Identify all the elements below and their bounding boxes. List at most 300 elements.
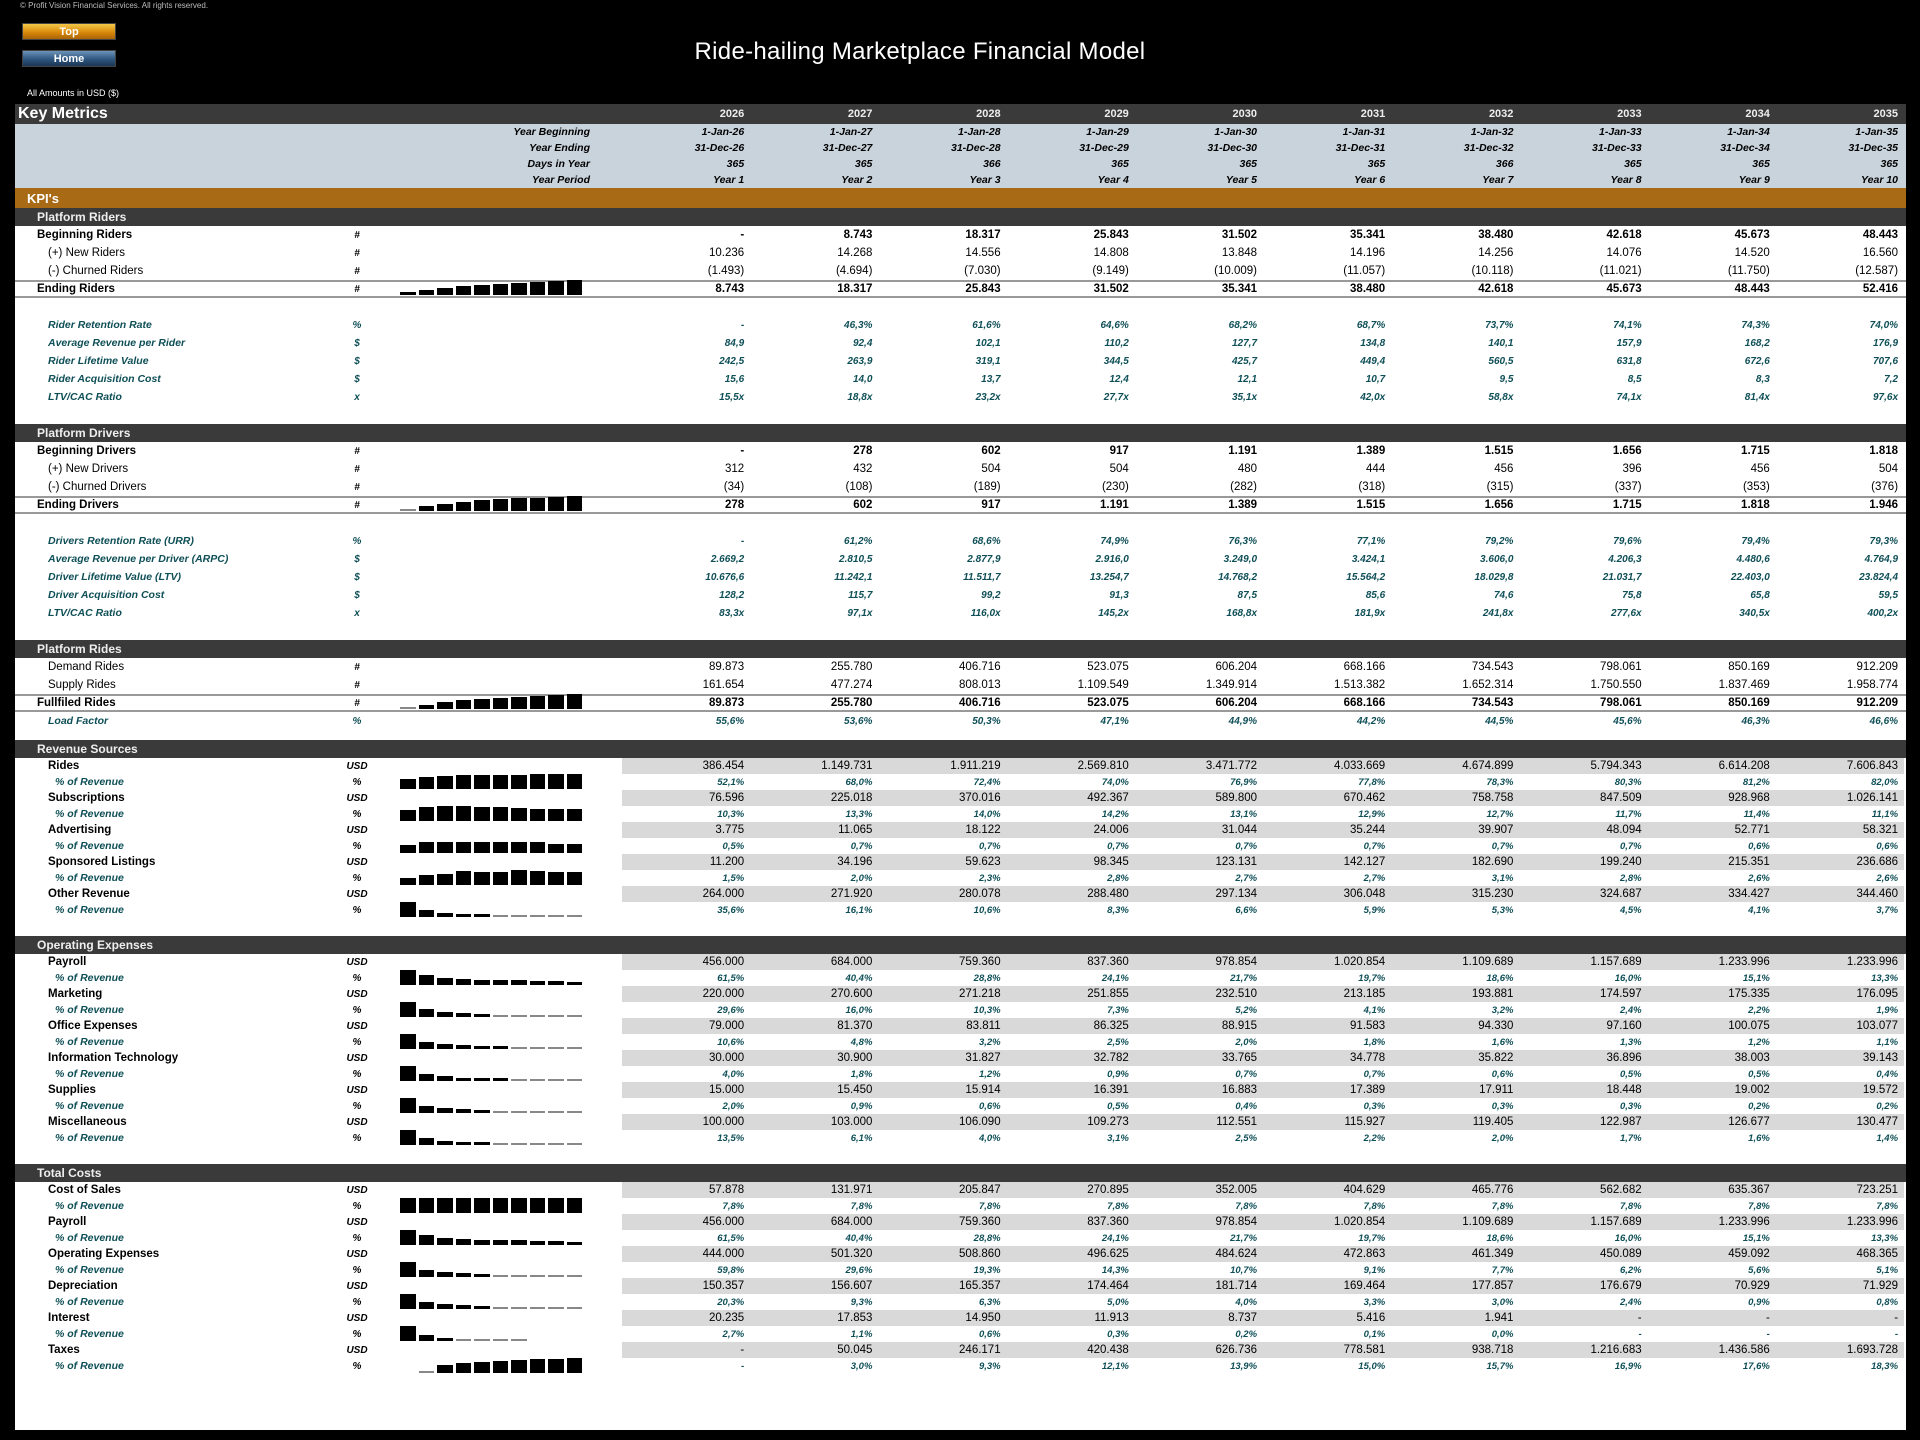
cell[interactable]: 115,7: [848, 589, 873, 601]
cell[interactable]: 808.013: [959, 679, 1001, 691]
cell[interactable]: 2,8%: [1107, 872, 1129, 884]
cell[interactable]: 82,0%: [1871, 776, 1899, 788]
cell[interactable]: 16,0%: [845, 1004, 873, 1016]
cell[interactable]: 263,9: [847, 355, 873, 367]
cell[interactable]: 5.794.343: [1590, 760, 1642, 772]
cell[interactable]: 12,1%: [1101, 1360, 1129, 1372]
cell[interactable]: 271.218: [959, 988, 1001, 1000]
cell[interactable]: 9,3%: [978, 1360, 1001, 1372]
cell[interactable]: 6,1%: [850, 1132, 873, 1144]
cell[interactable]: 2,2%: [1748, 1004, 1770, 1016]
cell[interactable]: 97.160: [1606, 1020, 1642, 1032]
cell[interactable]: Year 10: [1861, 174, 1899, 186]
cell[interactable]: 684.000: [830, 1216, 873, 1228]
cell[interactable]: 340,5x: [1739, 607, 1770, 619]
cell[interactable]: 315.230: [1471, 888, 1514, 900]
cell[interactable]: 13,1%: [1230, 808, 1258, 820]
cell[interactable]: 0,6%: [1491, 1068, 1514, 1080]
cell[interactable]: 213.185: [1343, 988, 1386, 1000]
cell[interactable]: 13,3%: [845, 808, 873, 820]
cell[interactable]: 81,2%: [1742, 776, 1770, 788]
cell[interactable]: 9,1%: [1363, 1264, 1386, 1276]
cell[interactable]: 912.209: [1856, 661, 1899, 673]
cell[interactable]: -: [740, 535, 745, 547]
cell[interactable]: 1.958.774: [1846, 679, 1899, 691]
cell[interactable]: 13,9%: [1230, 1360, 1258, 1372]
cell[interactable]: 11.511,7: [963, 571, 1001, 583]
cell[interactable]: 1.515: [1484, 445, 1514, 457]
cell[interactable]: 199.240: [1600, 856, 1642, 868]
cell[interactable]: 24.006: [1093, 824, 1129, 836]
cell[interactable]: 31-Dec-35: [1848, 142, 1899, 154]
cell[interactable]: 0,7%: [1107, 840, 1129, 852]
cell[interactable]: 2,7%: [722, 1328, 745, 1340]
cell[interactable]: 156.607: [830, 1280, 873, 1292]
cell[interactable]: 255.780: [830, 661, 873, 673]
cell[interactable]: 232.510: [1215, 988, 1258, 1000]
cell[interactable]: 444: [1366, 463, 1386, 475]
cell[interactable]: 0,7%: [1619, 840, 1642, 852]
cell[interactable]: 3,1%: [1107, 1132, 1129, 1144]
cell[interactable]: 18.317: [965, 229, 1001, 241]
cell[interactable]: 3,0%: [850, 1360, 873, 1372]
cell[interactable]: (7.030): [964, 265, 1001, 277]
cell[interactable]: (11.750): [1727, 265, 1770, 277]
cell[interactable]: 2030: [1232, 108, 1258, 120]
cell[interactable]: 23.824,4: [1859, 571, 1899, 583]
cell[interactable]: 4,5%: [1619, 904, 1642, 916]
cell[interactable]: Year 1: [713, 174, 745, 186]
cell[interactable]: 14,0%: [973, 808, 1001, 820]
cell[interactable]: 140,1: [1488, 337, 1514, 349]
cell[interactable]: 68,6%: [972, 535, 1001, 547]
cell[interactable]: -: [1765, 1312, 1770, 1324]
cell[interactable]: 1.652.314: [1462, 679, 1514, 691]
cell[interactable]: 1-Jan-27: [829, 126, 873, 138]
cell[interactable]: 23,2x: [975, 391, 1001, 403]
cell[interactable]: 1.946: [1869, 499, 1899, 511]
cell[interactable]: 6.614.208: [1718, 760, 1770, 772]
cell[interactable]: 17.389: [1350, 1084, 1386, 1096]
cell[interactable]: 15,6: [724, 373, 745, 385]
cell[interactable]: -: [1894, 1312, 1899, 1324]
cell[interactable]: 175.335: [1728, 988, 1770, 1000]
cell[interactable]: 3,2%: [978, 1036, 1001, 1048]
cell[interactable]: 48.443: [1862, 229, 1899, 241]
cell[interactable]: 15.564,2: [1346, 571, 1386, 583]
cell[interactable]: 1.656: [1484, 499, 1514, 511]
cell[interactable]: 0,7%: [1235, 1068, 1258, 1080]
cell[interactable]: 52,1%: [717, 776, 745, 788]
cell[interactable]: 17.911: [1479, 1084, 1514, 1096]
cell[interactable]: 1.233.996: [1846, 956, 1899, 968]
cell[interactable]: 14.196: [1350, 247, 1386, 259]
cell[interactable]: 1-Jan-26: [701, 126, 745, 138]
cell[interactable]: 12,7%: [1486, 808, 1514, 820]
cell[interactable]: 456.000: [702, 1216, 745, 1228]
cell[interactable]: (9.149): [1092, 265, 1129, 277]
cell[interactable]: 0,7%: [1363, 840, 1386, 852]
cell[interactable]: 52.416: [1862, 283, 1899, 295]
cell[interactable]: 89.873: [709, 661, 745, 673]
cell[interactable]: 102,1: [975, 337, 1001, 349]
cell[interactable]: 468.365: [1856, 1248, 1899, 1260]
cell[interactable]: 74,9%: [1100, 535, 1129, 547]
cell[interactable]: 0,6%: [1748, 840, 1770, 852]
cell[interactable]: 134,8: [1360, 337, 1386, 349]
cell[interactable]: 0,4%: [1876, 1068, 1899, 1080]
cell[interactable]: 16,1%: [845, 904, 873, 916]
cell[interactable]: Year 8: [1610, 174, 1642, 186]
cell[interactable]: 837.360: [1087, 1216, 1129, 1228]
cell[interactable]: 461.349: [1471, 1248, 1514, 1260]
cell[interactable]: 7,2: [1884, 373, 1899, 385]
cell[interactable]: 44,9%: [1228, 715, 1258, 727]
cell[interactable]: 79,6%: [1613, 535, 1642, 547]
cell[interactable]: 10,7: [1365, 373, 1386, 385]
cell[interactable]: Year 4: [1097, 174, 1129, 186]
cell[interactable]: 5,0%: [1107, 1296, 1129, 1308]
cell[interactable]: 1.818: [1869, 445, 1899, 457]
cell[interactable]: 35.341: [1221, 283, 1258, 295]
cell[interactable]: 48.094: [1606, 824, 1642, 836]
cell[interactable]: 4.206,3: [1608, 553, 1642, 565]
cell[interactable]: 24,1%: [1101, 972, 1129, 984]
cell[interactable]: 10.236: [709, 247, 745, 259]
cell[interactable]: (282): [1230, 481, 1258, 493]
cell[interactable]: 100.000: [702, 1116, 745, 1128]
cell[interactable]: 365: [1367, 158, 1386, 170]
cell[interactable]: 2,7%: [1363, 872, 1386, 884]
cell[interactable]: 850.169: [1728, 661, 1770, 673]
cell[interactable]: 432: [853, 463, 873, 475]
cell[interactable]: 58,8x: [1488, 391, 1514, 403]
cell[interactable]: 68,7%: [1356, 319, 1386, 331]
cell[interactable]: 344,5: [1103, 355, 1129, 367]
cell[interactable]: 74,0%: [1101, 776, 1129, 788]
cell[interactable]: 30.000: [709, 1052, 745, 1064]
cell[interactable]: 61,5%: [717, 1232, 745, 1244]
cell[interactable]: 85,6: [1365, 589, 1386, 601]
cell[interactable]: 8,3%: [1107, 904, 1129, 916]
cell[interactable]: 150.357: [702, 1280, 745, 1292]
cell[interactable]: 0,9%: [1107, 1068, 1129, 1080]
cell[interactable]: 2032: [1488, 108, 1514, 120]
cell[interactable]: 1.149.731: [821, 760, 873, 772]
cell[interactable]: 61,2%: [844, 535, 873, 547]
cell[interactable]: 103.077: [1856, 1020, 1899, 1032]
cell[interactable]: 2,6%: [1876, 872, 1899, 884]
cell[interactable]: 4.480,6: [1736, 553, 1770, 565]
cell[interactable]: 1,8%: [1363, 1036, 1386, 1048]
cell[interactable]: 91,3: [1109, 589, 1129, 601]
cell[interactable]: 176.095: [1856, 988, 1899, 1000]
cell[interactable]: 92,4: [852, 337, 873, 349]
cell[interactable]: 83,3x: [719, 607, 745, 619]
cell[interactable]: 45.673: [1734, 229, 1770, 241]
cell[interactable]: 35.341: [1350, 229, 1386, 241]
cell[interactable]: 0,7%: [850, 840, 873, 852]
cell[interactable]: 7,8%: [1235, 1200, 1258, 1212]
cell[interactable]: 344.460: [1856, 888, 1899, 900]
cell[interactable]: 10,3%: [717, 808, 745, 820]
cell[interactable]: 734.543: [1471, 661, 1514, 673]
cell[interactable]: 79,2%: [1485, 535, 1514, 547]
cell[interactable]: (10.118): [1471, 265, 1514, 277]
cell[interactable]: Year 3: [969, 174, 1001, 186]
cell[interactable]: 472.863: [1343, 1248, 1386, 1260]
cell[interactable]: 8.737: [1228, 1312, 1258, 1324]
cell[interactable]: 8.743: [715, 283, 745, 295]
cell[interactable]: 59,5: [1878, 589, 1899, 601]
cell[interactable]: 116,0x: [970, 607, 1001, 619]
cell[interactable]: 7,8%: [850, 1200, 873, 1212]
cell[interactable]: 7,7%: [1491, 1264, 1514, 1276]
cell[interactable]: 65,8: [1750, 589, 1770, 601]
cell[interactable]: 1,6%: [1491, 1036, 1514, 1048]
cell[interactable]: 80,3%: [1614, 776, 1642, 788]
cell[interactable]: 30.900: [837, 1052, 873, 1064]
cell[interactable]: 17,6%: [1742, 1360, 1770, 1372]
cell[interactable]: 449,4: [1360, 355, 1386, 367]
cell[interactable]: 16.883: [1221, 1084, 1258, 1096]
cell[interactable]: 523.075: [1087, 661, 1129, 673]
cell[interactable]: 404.629: [1343, 1184, 1386, 1196]
cell[interactable]: 15.450: [837, 1084, 873, 1096]
cell[interactable]: 131.971: [830, 1184, 873, 1196]
cell[interactable]: 35,6%: [717, 904, 745, 916]
cell[interactable]: 11,1%: [1871, 808, 1899, 820]
cell[interactable]: 912.209: [1856, 697, 1899, 709]
cell[interactable]: 4,1%: [1748, 904, 1770, 916]
cell[interactable]: 1.515: [1356, 499, 1386, 511]
cell[interactable]: 2.877,9: [967, 553, 1001, 565]
cell[interactable]: 14,2%: [1101, 808, 1129, 820]
cell[interactable]: 31.502: [1093, 283, 1129, 295]
cell[interactable]: (11.021): [1599, 265, 1642, 277]
cell[interactable]: -: [740, 1344, 745, 1356]
cell[interactable]: 7,3%: [1107, 1004, 1129, 1016]
cell[interactable]: 97,1x: [847, 607, 873, 619]
cell[interactable]: 496.625: [1087, 1248, 1129, 1260]
cell[interactable]: 978.854: [1215, 956, 1258, 968]
cell[interactable]: 477.274: [830, 679, 873, 691]
cell[interactable]: 3.424,1: [1351, 553, 1386, 565]
cell[interactable]: 406.716: [959, 697, 1001, 709]
cell[interactable]: 145,2x: [1098, 607, 1129, 619]
cell[interactable]: 45.673: [1606, 283, 1642, 295]
cell[interactable]: 169.464: [1343, 1280, 1386, 1292]
cell[interactable]: 40,4%: [845, 1232, 873, 1244]
cell[interactable]: 110,2: [1104, 337, 1129, 349]
cell[interactable]: 20.235: [709, 1312, 745, 1324]
cell[interactable]: Year 2: [841, 174, 873, 186]
cell[interactable]: 11.065: [838, 824, 873, 836]
cell[interactable]: 723.251: [1856, 1184, 1899, 1196]
cell[interactable]: 1.941: [1484, 1312, 1514, 1324]
cell[interactable]: 14.076: [1606, 247, 1642, 259]
cell[interactable]: 35,1x: [1231, 391, 1258, 403]
cell[interactable]: 778.581: [1343, 1344, 1386, 1356]
cell[interactable]: 2,2%: [1363, 1132, 1386, 1144]
cell[interactable]: 1,1%: [1876, 1036, 1899, 1048]
cell[interactable]: 2026: [719, 108, 745, 120]
cell[interactable]: 1-Jan-30: [1214, 126, 1258, 138]
cell[interactable]: -: [1766, 1328, 1770, 1340]
cell[interactable]: 161.654: [702, 679, 745, 691]
cell[interactable]: Year 5: [1225, 174, 1258, 186]
cell[interactable]: 2,6%: [1748, 872, 1770, 884]
cell[interactable]: 34.778: [1350, 1052, 1386, 1064]
cell[interactable]: 928.968: [1728, 792, 1770, 804]
cell[interactable]: 0,6%: [978, 1100, 1001, 1112]
cell[interactable]: 1-Jan-28: [958, 126, 1001, 138]
cell[interactable]: 456: [1750, 463, 1770, 475]
cell[interactable]: 3.249,0: [1223, 553, 1258, 565]
cell[interactable]: 15.000: [709, 1084, 745, 1096]
cell[interactable]: 181,9x: [1354, 607, 1386, 619]
cell[interactable]: 74,3%: [1741, 319, 1770, 331]
cell[interactable]: 938.718: [1471, 1344, 1514, 1356]
cell[interactable]: 79.000: [709, 1020, 745, 1032]
cell[interactable]: 668.166: [1343, 661, 1386, 673]
cell[interactable]: 0,0%: [1491, 1328, 1514, 1340]
cell[interactable]: 31-Dec-29: [1079, 142, 1129, 154]
cell[interactable]: 74,1%: [1613, 319, 1642, 331]
cell[interactable]: 1.436.586: [1718, 1344, 1770, 1356]
cell[interactable]: 109.273: [1087, 1116, 1129, 1128]
cell[interactable]: 0,6%: [1876, 840, 1899, 852]
cell[interactable]: 68,2%: [1228, 319, 1258, 331]
cell[interactable]: 1-Jan-35: [1855, 126, 1899, 138]
cell[interactable]: 31.502: [1221, 229, 1258, 241]
cell[interactable]: 16,0%: [1614, 1232, 1642, 1244]
cell[interactable]: 1.389: [1356, 445, 1386, 457]
cell[interactable]: 484.624: [1215, 1248, 1258, 1260]
cell[interactable]: 81.370: [837, 1020, 873, 1032]
cell[interactable]: 44,5%: [1485, 715, 1514, 727]
cell[interactable]: 589.800: [1215, 792, 1258, 804]
cell[interactable]: 635.367: [1728, 1184, 1770, 1196]
cell[interactable]: 15,1%: [1742, 1232, 1770, 1244]
cell[interactable]: 94.330: [1478, 1020, 1514, 1032]
cell[interactable]: 456.000: [702, 956, 745, 968]
cell[interactable]: 1,2%: [1748, 1036, 1770, 1048]
cell[interactable]: 7,8%: [1748, 1200, 1770, 1212]
cell[interactable]: 27,7x: [1103, 391, 1129, 403]
cell[interactable]: 29,6%: [845, 1264, 873, 1276]
cell[interactable]: 75,8: [1622, 589, 1642, 601]
cell[interactable]: (189): [973, 481, 1001, 493]
cell[interactable]: 365: [1752, 158, 1770, 170]
cell[interactable]: 2,0%: [1491, 1132, 1514, 1144]
cell[interactable]: 0,3%: [1619, 1100, 1642, 1112]
cell[interactable]: 77,8%: [1358, 776, 1386, 788]
cell[interactable]: 64,6%: [1100, 319, 1129, 331]
cell[interactable]: 5,6%: [1748, 1264, 1770, 1276]
cell[interactable]: 71.929: [1862, 1280, 1899, 1292]
cell[interactable]: 917: [1109, 445, 1129, 457]
cell[interactable]: 459.092: [1728, 1248, 1770, 1260]
cell[interactable]: 4.764,9: [1864, 553, 1899, 565]
cell[interactable]: 34.196: [837, 856, 873, 868]
cell[interactable]: 39.907: [1478, 824, 1514, 836]
cell[interactable]: 850.169: [1728, 697, 1770, 709]
cell[interactable]: 2033: [1617, 108, 1642, 120]
cell[interactable]: 9,3%: [850, 1296, 873, 1308]
cell[interactable]: -: [1637, 1312, 1642, 1324]
cell[interactable]: 28,8%: [973, 1232, 1001, 1244]
cell[interactable]: 365: [1239, 158, 1258, 170]
cell[interactable]: 126.677: [1728, 1116, 1770, 1128]
cell[interactable]: 225.018: [830, 792, 873, 804]
cell[interactable]: 83.811: [966, 1020, 1001, 1032]
cell[interactable]: 0,9%: [1748, 1296, 1770, 1308]
cell[interactable]: 14.556: [965, 247, 1001, 259]
cell[interactable]: 31-Dec-31: [1335, 142, 1386, 154]
cell[interactable]: (34): [723, 481, 745, 493]
cell[interactable]: 365: [1880, 158, 1899, 170]
cell[interactable]: 15,1%: [1742, 972, 1770, 984]
cell[interactable]: 31-Dec-28: [950, 142, 1001, 154]
cell[interactable]: 4.033.669: [1334, 760, 1386, 772]
cell[interactable]: 0,3%: [1107, 1328, 1129, 1340]
cell[interactable]: 2.810,5: [839, 553, 873, 565]
cell[interactable]: 15,7%: [1486, 1360, 1514, 1372]
cell[interactable]: 3,1%: [1491, 872, 1514, 884]
cell[interactable]: 79,4%: [1741, 535, 1770, 547]
cell[interactable]: 270.895: [1087, 1184, 1129, 1196]
cell[interactable]: (318): [1358, 481, 1386, 493]
cell[interactable]: 480: [1237, 463, 1258, 475]
cell[interactable]: 8,3: [1755, 373, 1770, 385]
cell[interactable]: 25.843: [1093, 229, 1129, 241]
cell[interactable]: 5,3%: [1491, 904, 1514, 916]
cell[interactable]: 14.768,2: [1218, 571, 1258, 583]
cell[interactable]: 112.551: [1216, 1116, 1258, 1128]
cell[interactable]: 16.560: [1862, 247, 1899, 259]
cell[interactable]: 2,5%: [1235, 1132, 1258, 1144]
cell[interactable]: 19.572: [1862, 1084, 1899, 1096]
cell[interactable]: 319,1: [975, 355, 1001, 367]
cell[interactable]: 19,7%: [1358, 1232, 1386, 1244]
cell[interactable]: 684.000: [830, 956, 873, 968]
cell[interactable]: 1,5%: [722, 872, 745, 884]
cell[interactable]: 13.848: [1221, 247, 1258, 259]
cell[interactable]: -: [740, 229, 745, 241]
cell[interactable]: 11,4%: [1743, 808, 1770, 820]
cell[interactable]: 115.927: [1344, 1116, 1386, 1128]
cell[interactable]: 14.268: [837, 247, 873, 259]
cell[interactable]: 13,7: [981, 373, 1001, 385]
cell[interactable]: 106.090: [959, 1116, 1001, 1128]
cell[interactable]: 1.216.683: [1590, 1344, 1642, 1356]
cell[interactable]: 366: [983, 158, 1001, 170]
cell[interactable]: 2034: [1745, 108, 1770, 120]
cell[interactable]: 7,8%: [1363, 1200, 1386, 1212]
cell[interactable]: 19.002: [1734, 1084, 1770, 1096]
cell[interactable]: 4.674.899: [1462, 760, 1514, 772]
cell[interactable]: 14.520: [1734, 247, 1770, 259]
cell[interactable]: 38.480: [1350, 283, 1386, 295]
cell[interactable]: 14.950: [965, 1312, 1001, 1324]
cell[interactable]: 271.920: [830, 888, 873, 900]
cell[interactable]: 1-Jan-34: [1727, 126, 1770, 138]
cell[interactable]: 68,0%: [845, 776, 873, 788]
cell[interactable]: 21.031,7: [1602, 571, 1642, 583]
cell[interactable]: 81,4x: [1744, 391, 1770, 403]
cell[interactable]: 352.005: [1215, 1184, 1258, 1196]
